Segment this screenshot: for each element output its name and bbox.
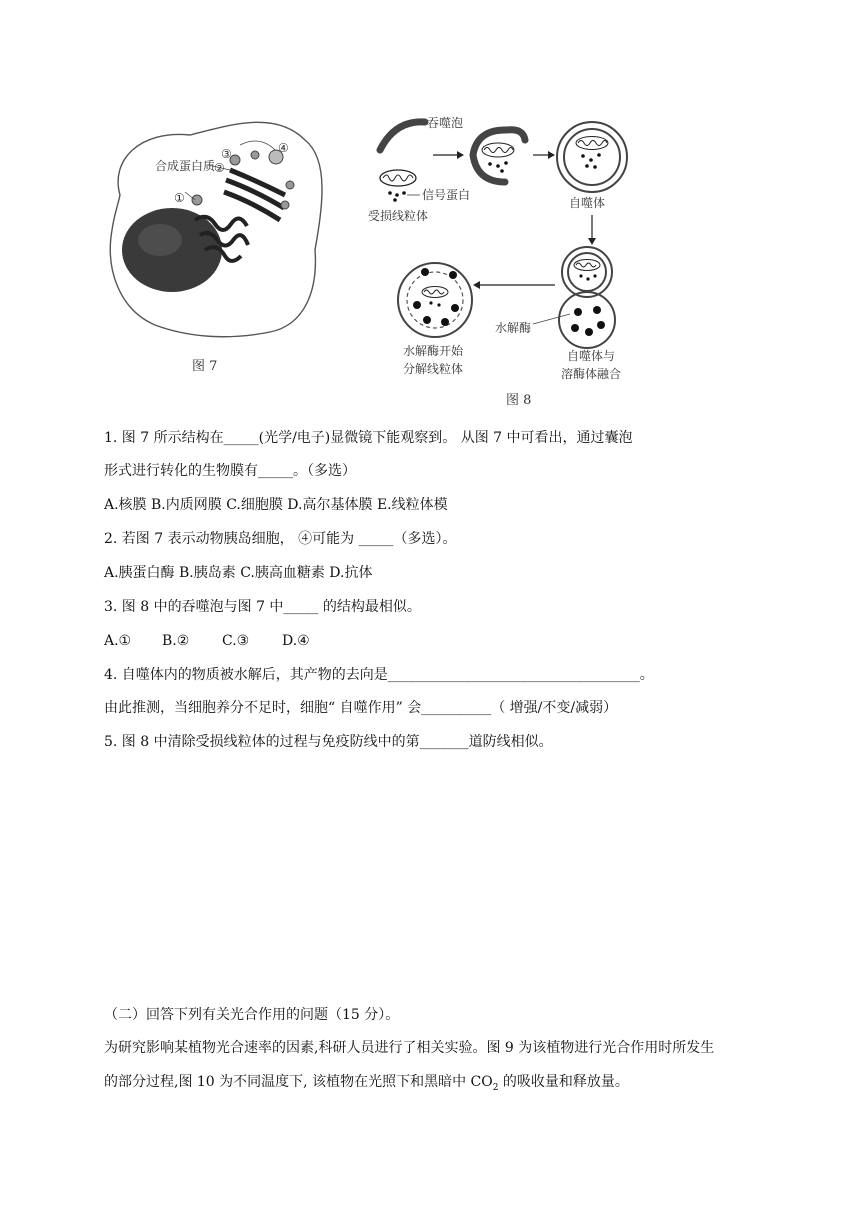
label-fusion-1: 自噬体与	[567, 349, 616, 363]
q3-option-c: C.③	[222, 633, 250, 649]
q4-line-2: 由此推测，当细胞养分不足时，细胞“ 自噬作用” 会__________（ 增强/不变/减弱）	[104, 700, 618, 716]
figure-7-caption: 图 7	[192, 359, 218, 374]
q3-option-a: A.①	[104, 633, 132, 649]
q3-option-b: B.②	[162, 633, 190, 649]
label-hydrolysis-2: 分解线粒体	[403, 362, 464, 376]
autolysosome-fusion	[559, 247, 615, 348]
q1-line-1: 1. 图 7 所示结构在_____(光学/电子)显微镜下能观察到。 从图 7 中可看出，通过囊泡	[104, 430, 633, 446]
q3-line: 3. 图 8 中的吞噬泡与图 7 中_____ 的结构最相似。	[104, 599, 421, 615]
para-text-a: 的部分过程,图 10 为不同温度下, 该植物在光照下和黑暗中 CO	[104, 1074, 493, 1090]
q2-line: 2. 若图 7 表示动物胰岛细胞， ④可能为 _____（多选）。	[104, 531, 457, 547]
q2-options: A.胰蛋白酶 B.胰岛素 C.胰高血糖素 D.抗体	[104, 565, 373, 581]
section-2-para-line-2	[104, 1073, 629, 1097]
label-phagophore: 吞噬泡	[427, 116, 464, 130]
golgi	[224, 170, 285, 220]
marker-2: ②	[214, 161, 225, 175]
label-signal-protein: 信号蛋白	[422, 188, 471, 202]
label-hydrolase: 水解酶	[495, 321, 532, 335]
para-text-b: 的吸收量和释放量。	[498, 1074, 629, 1090]
marker-4: ④	[278, 141, 289, 155]
q1-line-2: 形式进行转化的生物膜有_____。（多选）	[104, 463, 356, 479]
figure-7	[100, 100, 335, 385]
figure-8	[365, 100, 665, 410]
section-2-para-line-1: 为研究影响某植物光合速率的因素,科研人员进行了相关实验。图 9 为该植物进行光合作用时所发生	[104, 1040, 715, 1056]
lysosome-degrading-mitochondrion	[398, 263, 472, 337]
label-synthesize-protein: 合成蛋白质	[155, 159, 216, 173]
marker-3: ③	[221, 147, 232, 161]
phagophore	[380, 122, 425, 150]
section-2-heading: （二）回答下列有关光合作用的问题（15 分）。	[104, 1007, 400, 1023]
q3-option-d: D.④	[282, 633, 310, 649]
q1-options: A.核膜 B.内质网膜 C.细胞膜 D.高尔基体膜 E.线粒体模	[104, 497, 448, 513]
figure-8-caption: 图 8	[506, 393, 532, 408]
co2-subscript: 2	[492, 1082, 499, 1093]
autophagosome	[557, 122, 627, 192]
label-fusion-2: 溶酶体融合	[561, 367, 622, 381]
damaged-mitochondrion	[380, 170, 416, 186]
marker-1: ①	[174, 191, 185, 205]
q5-line: 5. 图 8 中清除受损线粒体的过程与免疫防线中的第_______道防线相似。	[104, 734, 553, 750]
label-hydrolysis-1: 水解酶开始	[403, 344, 464, 358]
q4-line-1: 4. 自噬体内的物质被水解后，其产物的去向是____________________________________。	[104, 667, 654, 683]
q3-options	[104, 632, 310, 650]
label-damaged-mitochondrion: 受损线粒体	[368, 209, 429, 223]
label-autophagosome: 自噬体	[569, 196, 606, 210]
